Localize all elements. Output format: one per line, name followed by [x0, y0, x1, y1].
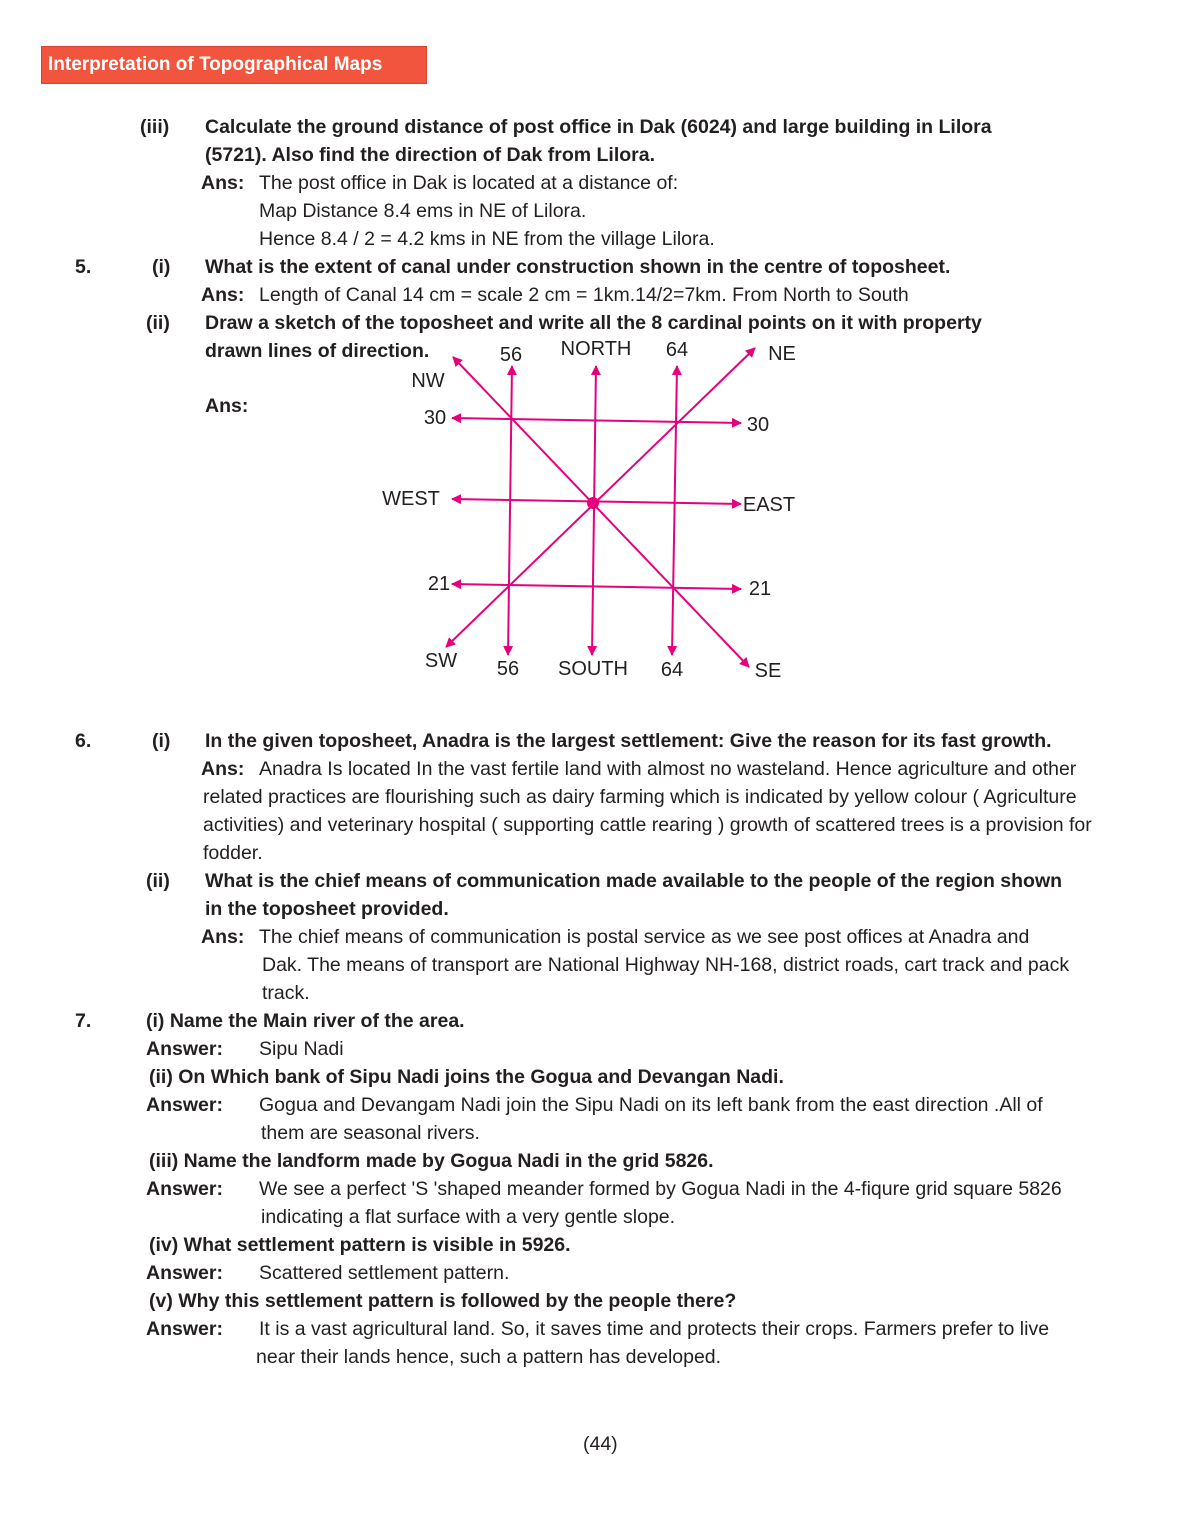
question-text: (iv) What settlement pattern is visible in 5926.: [149, 1234, 571, 1256]
question-number: 7.: [75, 1010, 92, 1032]
label-top-56: 56: [499, 344, 523, 366]
answer-label: Ans:: [201, 758, 245, 780]
question-text: What is the chief means of communication made available to the people of the region shown: [205, 870, 1063, 892]
label-bottom-56: 56: [496, 658, 520, 680]
answer-text: activities) and veterinary hospital ( supporting cattle rearing ) growth of scattered trees is a provision for: [203, 814, 1092, 836]
grid-line-easting-56: [508, 366, 512, 655]
subquestion-number: (ii): [146, 870, 170, 892]
question-text: (i) Name the Main river of the area.: [146, 1010, 465, 1032]
nw-se-line: [453, 357, 749, 667]
center-point: [587, 497, 599, 509]
answer-label: Ans:: [201, 926, 245, 948]
page-number: (44): [583, 1433, 618, 1455]
answer-label: Answer:: [146, 1178, 223, 1200]
answer-text: track.: [262, 982, 310, 1004]
answer-text: We see a perfect 'S 'shaped meander formed by Gogua Nadi in the 4-fiqure grid square 5826: [259, 1178, 1062, 1200]
answer-text: related practices are flourishing such as dairy farming which is indicated by yellow colour ( Agriculture: [203, 786, 1077, 808]
label-bottom-64: 64: [660, 659, 684, 681]
label-nw: NW: [411, 370, 445, 392]
question-text: (v) Why this settlement pattern is followed by the people there?: [149, 1290, 737, 1312]
question-text: drawn lines of direction.: [205, 340, 430, 362]
label-east: EAST: [742, 494, 796, 516]
answer-text: Scattered settlement pattern.: [259, 1262, 510, 1284]
answer-text: It is a vast agricultural land. So, it saves time and protects their crops. Farmers prefer to live: [259, 1318, 1050, 1340]
answer-text: indicating a flat surface with a very gentle slope.: [261, 1206, 676, 1228]
question-number: (iii): [140, 116, 170, 138]
answer-text: near their lands hence, such a pattern has developed.: [256, 1346, 722, 1368]
answer-label: Ans:: [201, 172, 245, 194]
grid-line-northing-30: [452, 418, 741, 423]
question-text: (iii) Name the landform made by Gogua Nadi in the grid 5826.: [149, 1150, 714, 1172]
ne-sw-line: [446, 348, 755, 647]
answer-label: Answer:: [146, 1038, 223, 1060]
answer-label: Ans:: [201, 284, 245, 306]
label-south: SOUTH: [558, 658, 628, 680]
answer-label: Ans:: [205, 395, 249, 417]
answer-label: Answer:: [146, 1262, 223, 1284]
grid-line-northing-21: [452, 584, 741, 589]
question-number: 6.: [75, 730, 92, 752]
question-text: What is the extent of canal under construction shown in the centre of toposheet.: [205, 256, 951, 278]
grid-line-easting-64: [672, 366, 677, 655]
answer-text: The chief means of communication is postal service as we see post offices at Anadra and: [259, 926, 1030, 948]
label-top-64: 64: [665, 339, 689, 361]
question-text: Calculate the ground distance of post office in Dak (6024) and large building in Lilora: [205, 116, 992, 138]
answer-label: Answer:: [146, 1094, 223, 1116]
answer-text: fodder.: [203, 842, 263, 864]
answer-text: Anadra Is located In the vast fertile land with almost no wasteland. Hence agriculture and other: [259, 758, 1077, 780]
subquestion-number: (ii): [146, 312, 170, 334]
north-south-line: [592, 366, 596, 655]
answer-text: Sipu Nadi: [259, 1038, 344, 1060]
answer-text: The post office in Dak is located at a distance of:: [259, 172, 679, 194]
answer-label: Answer:: [146, 1318, 223, 1340]
label-left-30: 30: [423, 407, 447, 429]
chapter-header: Interpretation of Topographical Maps: [41, 46, 427, 84]
subquestion-number: (i): [152, 730, 171, 752]
answer-text: Hence 8.4 / 2 = 4.2 kms in NE from the village Lilora.: [259, 228, 715, 250]
label-se: SE: [754, 660, 782, 682]
answer-text: Dak. The means of transport are National Highway NH-168, district roads, cart track and pack: [262, 954, 1070, 976]
question-text: in the toposheet provided.: [205, 898, 449, 920]
label-right-30: 30: [746, 414, 770, 436]
subquestion-number: (i): [152, 256, 171, 278]
question-text: (ii) On Which bank of Sipu Nadi joins the Gogua and Devangan Nadi.: [149, 1066, 784, 1088]
label-north: NORTH: [560, 338, 632, 360]
label-west: WEST: [382, 488, 440, 510]
question-text: In the given toposheet, Anadra is the largest settlement: Give the reason for its fast growth.: [205, 730, 1052, 752]
question-text: (5721). Also find the direction of Dak from Lilora.: [205, 144, 656, 166]
question-number: 5.: [75, 256, 92, 278]
answer-text: Map Distance 8.4 ems in NE of Lilora.: [259, 200, 587, 222]
question-text: Draw a sketch of the toposheet and write all the 8 cardinal points on it with property: [205, 312, 982, 334]
label-left-21: 21: [427, 573, 451, 595]
answer-text: them are seasonal rivers.: [261, 1122, 480, 1144]
answer-text: Length of Canal 14 cm = scale 2 cm = 1km.14/2=7km. From North to South: [259, 284, 909, 306]
answer-text: Gogua and Devangam Nadi join the Sipu Nadi on its left bank from the east direction .All of: [259, 1094, 1043, 1116]
label-right-21: 21: [748, 578, 772, 600]
label-ne: NE: [768, 343, 796, 365]
label-sw: SW: [424, 650, 458, 672]
